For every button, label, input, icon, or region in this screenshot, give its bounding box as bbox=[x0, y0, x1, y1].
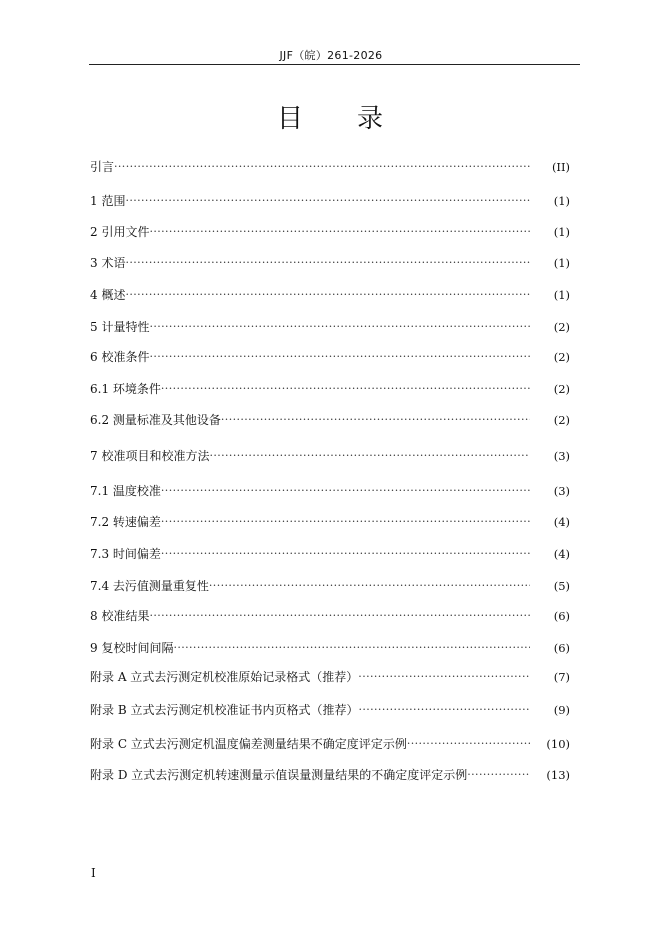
toc-entry-label: 7.1 温度校准 bbox=[90, 484, 161, 498]
toc-entry-page: (4) bbox=[553, 547, 570, 561]
toc-entry[interactable] bbox=[90, 668, 570, 686]
toc-dot-leader bbox=[114, 158, 530, 176]
toc-dot-leader bbox=[149, 348, 530, 366]
toc-dot-leader bbox=[358, 668, 530, 686]
title-char-2: 录 bbox=[357, 104, 386, 134]
footer-page-number: I bbox=[91, 866, 96, 880]
toc-entry-page: (2) bbox=[553, 413, 570, 427]
toc-entry[interactable] bbox=[90, 639, 570, 657]
toc-entry-label: 附录 C 立式去污测定机温度偏差测量结果不确定度评定示例 bbox=[90, 737, 407, 751]
toc-entry-label: 9 复校时间间隔 bbox=[90, 641, 174, 655]
toc-entry-label: 附录 B 立式去污测定机校准证书内页格式（推荐） bbox=[90, 703, 359, 717]
toc-entry-label: 2 引用文件 bbox=[90, 225, 150, 239]
toc-entry[interactable] bbox=[90, 286, 570, 304]
toc-entry[interactable] bbox=[90, 223, 570, 241]
toc-entry-page: (10) bbox=[546, 737, 570, 751]
toc-dot-leader bbox=[209, 447, 530, 465]
toc-entry-label: 6.2 测量标准及其他设备 bbox=[90, 413, 221, 427]
toc-entry[interactable] bbox=[90, 735, 570, 753]
toc-entry[interactable] bbox=[90, 192, 570, 210]
toc-dot-leader bbox=[125, 192, 530, 210]
toc-entry[interactable] bbox=[90, 545, 570, 563]
toc-dot-leader bbox=[209, 577, 530, 595]
toc-entry[interactable] bbox=[90, 607, 570, 625]
toc-entry-label: 4 概述 bbox=[90, 288, 126, 302]
toc-entry-label: 7.2 转速偏差 bbox=[90, 515, 161, 529]
toc-dot-leader bbox=[125, 286, 530, 304]
toc-dot-leader bbox=[161, 482, 530, 500]
toc-entry[interactable] bbox=[90, 411, 570, 429]
toc-entry-page: (2) bbox=[553, 320, 570, 334]
toc-entry[interactable] bbox=[90, 447, 570, 465]
toc-entry-page: (5) bbox=[553, 579, 570, 593]
toc-dot-leader bbox=[161, 380, 530, 398]
toc-dot-leader bbox=[407, 735, 530, 753]
title-char-1: 目 bbox=[276, 104, 305, 134]
toc-entry-label: 5 计量特性 bbox=[90, 320, 150, 334]
toc-entry-page: (II) bbox=[551, 160, 570, 174]
toc-dot-leader bbox=[161, 513, 530, 531]
toc-entry-page: (3) bbox=[553, 484, 570, 498]
toc-entry[interactable] bbox=[90, 577, 570, 595]
toc-entry-label: 6 校准条件 bbox=[90, 350, 150, 364]
toc-entry[interactable] bbox=[90, 254, 570, 272]
toc-entry-label: 1 范围 bbox=[90, 194, 126, 208]
toc-entry-page: (1) bbox=[553, 194, 570, 208]
toc-entry-label: 7.3 时间偏差 bbox=[90, 547, 161, 561]
toc-entry-label: 3 术语 bbox=[90, 256, 126, 270]
toc-entry[interactable] bbox=[90, 482, 570, 500]
toc-dot-leader bbox=[149, 607, 530, 625]
toc-entry-label: 6.1 环境条件 bbox=[90, 382, 161, 396]
toc-entry-label: 附录 D 立式去污测定机转速测量示值误量测量结果的不确定度评定示例 bbox=[90, 768, 468, 782]
toc-entry-page: (6) bbox=[553, 609, 570, 623]
toc-entry[interactable] bbox=[90, 766, 570, 784]
toc-dot-leader bbox=[149, 318, 530, 336]
toc-entry-page: (1) bbox=[553, 288, 570, 302]
toc-entry-page: (3) bbox=[553, 449, 570, 463]
toc-entry[interactable] bbox=[90, 513, 570, 531]
toc-entry-page: (1) bbox=[553, 256, 570, 270]
toc-entry[interactable] bbox=[90, 380, 570, 398]
toc-entry[interactable] bbox=[90, 348, 570, 366]
toc-entry-page: (2) bbox=[553, 382, 570, 396]
toc-dot-leader bbox=[149, 223, 530, 241]
toc-entry-page: (4) bbox=[553, 515, 570, 529]
toc-dot-leader bbox=[221, 411, 530, 429]
toc-entry-page: (13) bbox=[546, 768, 570, 782]
toc-entry[interactable] bbox=[90, 701, 570, 719]
toc-entry-page: (2) bbox=[553, 350, 570, 364]
toc-entry-label: 引言 bbox=[90, 160, 115, 174]
toc-entry-page: (7) bbox=[553, 670, 570, 684]
toc-entry-label: 8 校准结果 bbox=[90, 609, 150, 623]
toc-entry[interactable] bbox=[90, 318, 570, 336]
toc-entry-page: (9) bbox=[553, 703, 570, 717]
toc-entry-page: (6) bbox=[553, 641, 570, 655]
toc-dot-leader bbox=[161, 545, 530, 563]
toc-dot-leader bbox=[467, 766, 530, 784]
toc-entry-page: (1) bbox=[553, 225, 570, 239]
toc-entry-label: 7.4 去污值测量重复性 bbox=[90, 579, 209, 593]
toc-dot-leader bbox=[173, 639, 530, 657]
toc-entry-label: 附录 A 立式去污测定机校准原始记录格式（推荐） bbox=[90, 670, 359, 684]
toc-entry-label: 7 校准项目和校准方法 bbox=[90, 449, 210, 463]
toc-dot-leader bbox=[125, 254, 530, 272]
toc-dot-leader bbox=[358, 701, 530, 719]
toc-entry[interactable] bbox=[90, 158, 570, 176]
page-header-code: JJF（皖）261-2026 bbox=[279, 49, 383, 62]
